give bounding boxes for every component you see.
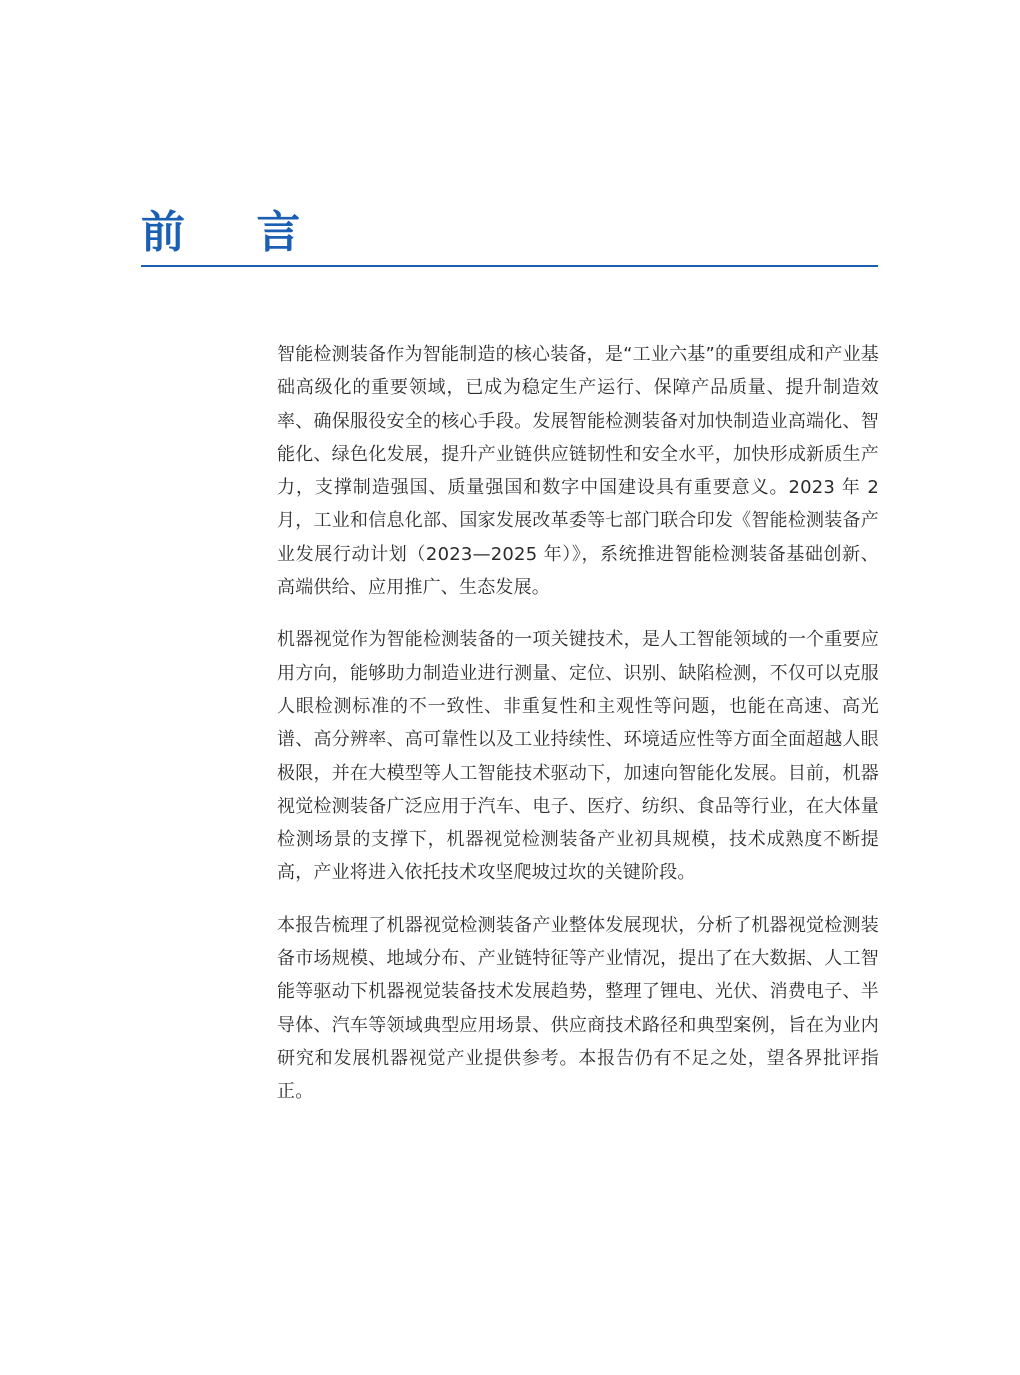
page-title: 前 言 — [141, 207, 329, 258]
preface-body — [277, 338, 879, 1128]
paragraph-3: 本报告梳理了机器视觉检测装备产业整体发展现状，分析了机器视觉检测装备市场规模、地域分布、产业链特征等产业情况，提出了在大数据、人工智能等驱动下机器视觉装备技术发展趋势，整理了锂电、光伏、消费电子、半导体、汽车等领域典型应用场景、供应商技术路径和典型案例，旨在为业内研究和发展机器视觉产业提供参考。本报告仍有不足之处，望各界批评指正。 — [277, 914, 879, 1103]
paragraph-1: 智能检测装备作为智能制造的核心装备，是“工业六基”的重要组成和产业基础高级化的重要领域，已成为稳定生产运行、保障产品质量、提升制造效率、确保服役安全的核心手段。发展智能检测装备对加快制造业高端化、智能化、绿色化发展，提升产业链供应链韧性和安全水平，加快形成新质生产力，支撑制造强国、质量强国和数字中国建设具有重要意义。2023 年 2 月，工业和信息化部、国家发展改革委等七部门联合印发《智能检测装备产业发展行动计划（2023—2025 年）》，系统推进智能检测装备基础创新、高端供给、应用推广、生态发展。 — [277, 344, 879, 599]
title-underline — [141, 265, 878, 267]
paragraph-2: 机器视觉作为智能检测装备的一项关键技术，是人工智能领域的一个重要应用方向，能够助力制造业进行测量、定位、识别、缺陷检测，不仅可以克服人眼检测标准的不一致性、非重复性和主观性等问题，也能在高速、高光谱、高分辨率、高可靠性以及工业持续性、环境适应性等方面全面超越人眼极限，并在大模型等人工智能技术驱动下，加速向智能化发展。目前，机器视觉检测装备广泛应用于汽车、电子、医疗、纺织、食品等行业，在大体量检测场景的支撑下，机器视觉检测装备产业初具规模，技术成熟度不断提高，产业将进入依托技术攻坚爬坡过坎的关键阶段。 — [277, 629, 879, 884]
